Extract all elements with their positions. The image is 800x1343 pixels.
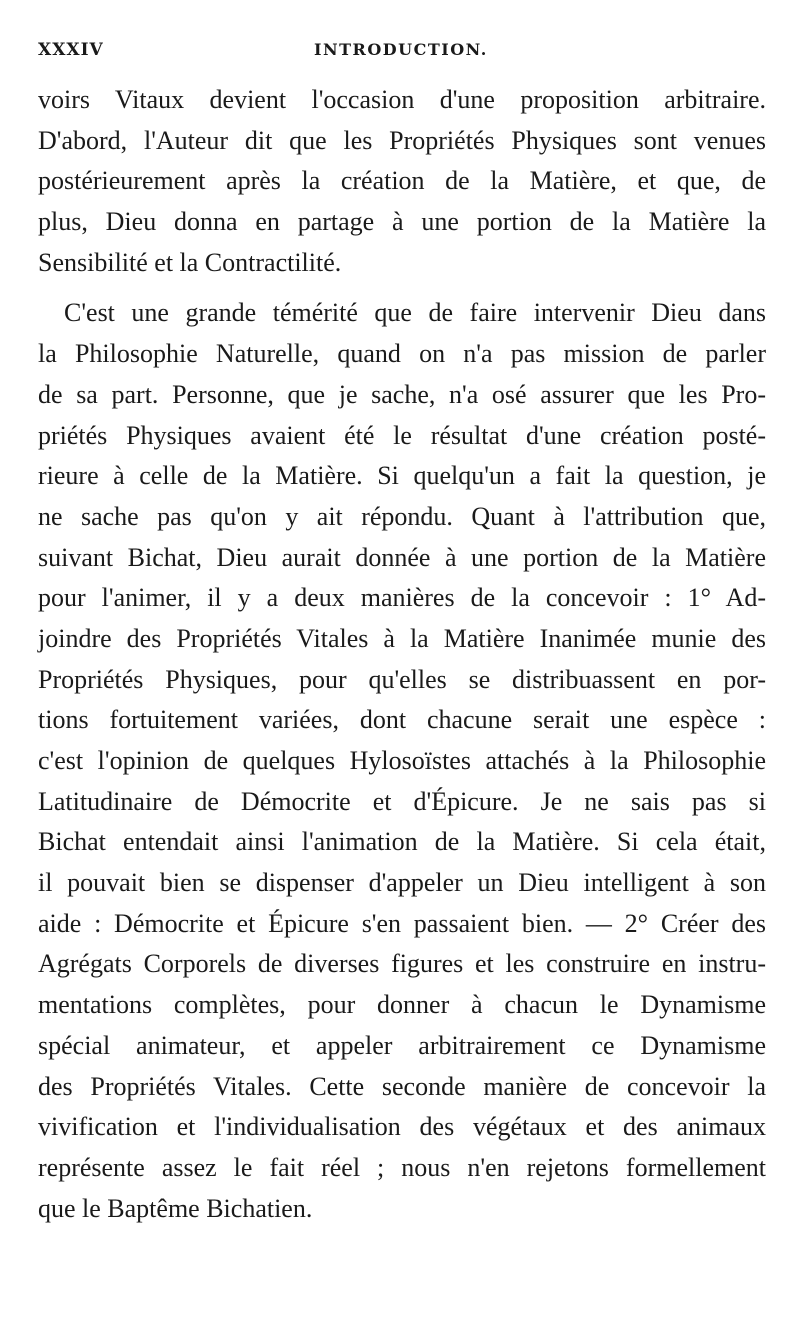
text-line: joindre des Propriétés Vitales à la Matière Inanimée munie des xyxy=(38,623,766,653)
text-line: Latitudinaire de Démocrite et d'Épicure. Je ne sais pas si xyxy=(38,786,766,816)
text-line: priétés Physiques avaient été le résultat d'une création posté- xyxy=(38,420,766,450)
page-header xyxy=(38,40,760,70)
text-line: C'est une grande témérité que de faire intervenir Dieu dans xyxy=(64,298,766,328)
body-text xyxy=(38,80,766,1229)
running-head: INTRODUCTION. xyxy=(314,40,488,59)
text-line: de sa part. Personne, que je sache, n'a osé assurer que les Pro- xyxy=(38,379,766,409)
text-line: il pouvait bien se dispenser d'appeler un Dieu intelligent à son xyxy=(38,868,766,898)
text-line: Agrégats Corporels de diverses figures et les construire en instru- xyxy=(38,949,766,979)
text-line: ne sache pas qu'on y ait répondu. Quant à l'attribution que, xyxy=(38,501,766,531)
text-line: pour l'animer, il y a deux manières de la concevoir : 1° Ad- xyxy=(38,583,766,613)
text-line: Propriétés Physiques, pour qu'elles se distribuassent en por- xyxy=(38,664,766,694)
text-line: Bichat entendait ainsi l'animation de la Matière. Si cela était, xyxy=(38,827,766,857)
text-line: des Propriétés Vitales. Cette seconde manière de concevoir la xyxy=(38,1071,766,1101)
text-line: plus, Dieu donna en partage à une portion de la Matière la xyxy=(38,207,766,237)
text-line: postérieurement après la création de la Matière, et que, de xyxy=(38,166,766,196)
text-line: vivification et l'individualisation des végétaux et des animaux xyxy=(38,1112,766,1142)
text-line: que le Baptême Bichatien. xyxy=(38,1193,313,1223)
text-line: Sensibilité et la Contractilité. xyxy=(38,247,342,277)
text-line: suivant Bichat, Dieu aurait donnée à une portion de la Matière xyxy=(38,542,766,572)
text-line: D'abord, l'Auteur dit que les Propriétés Physiques sont venues xyxy=(38,125,766,155)
paragraph-2 xyxy=(38,293,766,1229)
text-line: la Philosophie Naturelle, quand on n'a pas mission de parler xyxy=(38,339,766,369)
text-line: voirs Vitaux devient l'occasion d'une proposition arbitraire. xyxy=(38,85,766,114)
text-line: rieure à celle de la Matière. Si quelqu'un a fait la question, je xyxy=(38,461,766,491)
text-line: tions fortuitement variées, dont chacune serait une espèce : xyxy=(38,705,766,735)
text-line: mentations complètes, pour donner à chacun le Dynamisme xyxy=(38,990,766,1020)
text-line: aide : Démocrite et Épicure s'en passaient bien. — 2° Créer des xyxy=(38,908,766,938)
page-number: XXXIV xyxy=(38,40,104,60)
text-line: représente assez le fait réel ; nous n'en rejetons formellement xyxy=(38,1152,766,1182)
text-line: spécial animateur, et appeler arbitrairement ce Dynamisme xyxy=(38,1030,766,1060)
paragraph-gap xyxy=(38,283,766,293)
text-line: c'est l'opinion de quelques Hylosoïstes attachés à la Philosophie xyxy=(38,746,766,775)
paragraph-1 xyxy=(38,80,766,283)
